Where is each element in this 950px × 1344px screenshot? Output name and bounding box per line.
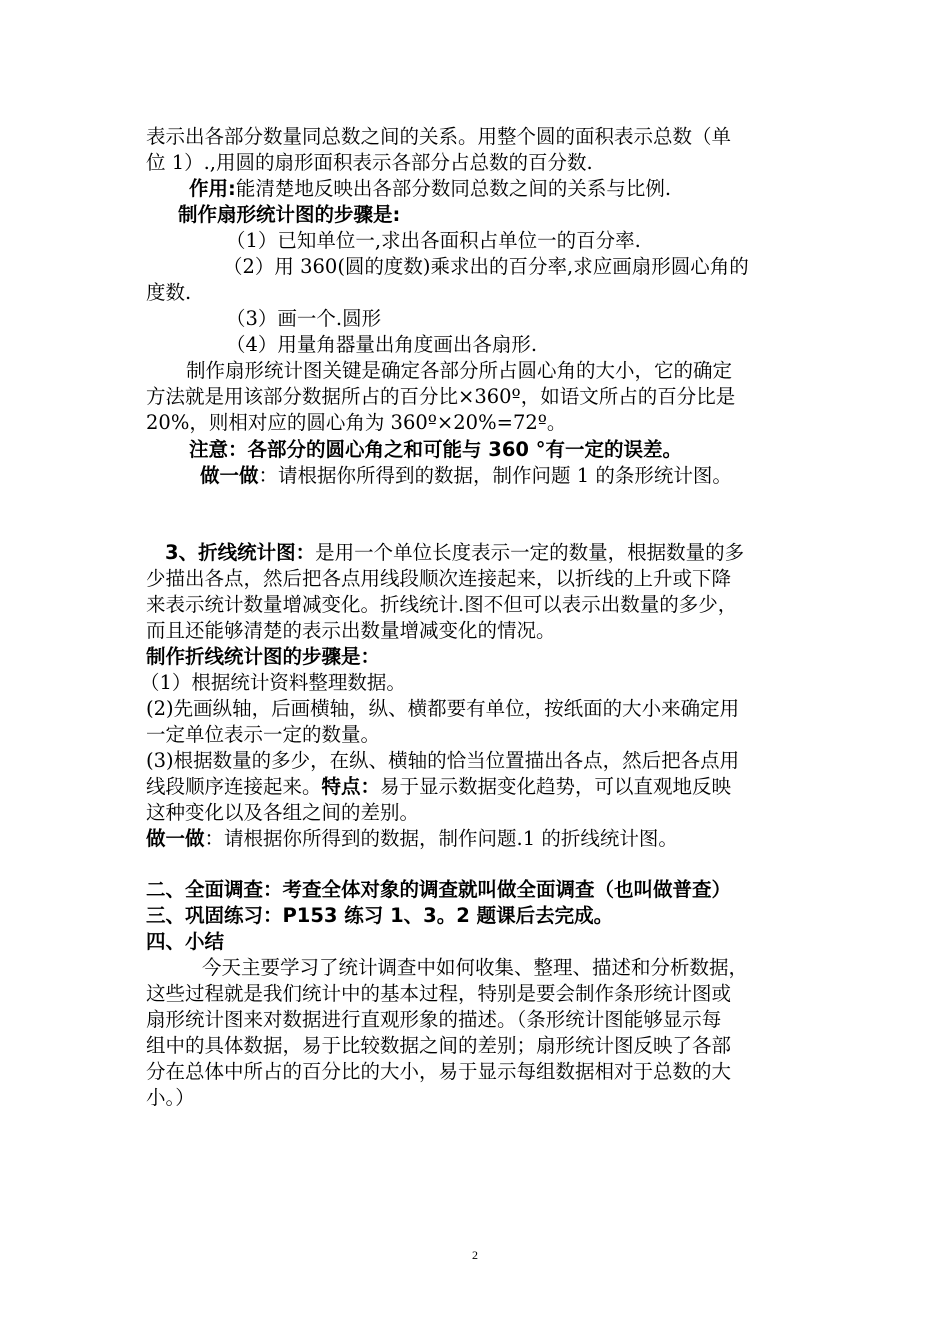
try-1-line: [200, 463, 868, 489]
line-step-3-line-1: (3)根据数量的多少，在纵、横轴的恰当位置描出各点，然后把各点用: [146, 749, 740, 772]
pie-step-2-line-2: 度数.: [146, 281, 192, 304]
line-steps-heading: 制作折线统计图的步骤是：: [146, 645, 381, 668]
line-step-1: （1）根据统计资料整理数据。: [140, 671, 406, 694]
key-point-line-2: 方法就是用该部分数据所占的百分比×360º，如语文所占的百分比是: [146, 385, 736, 408]
function-line: [189, 176, 857, 202]
intro-line-2: 位 1）.,用圆的扇形面积表示各部分占总数的百分数.: [146, 151, 593, 174]
line-chart-line-1: [165, 540, 833, 566]
try-2-label: 做一做: [146, 827, 205, 850]
pie-steps-heading: 制作扇形统计图的步骤是:: [178, 203, 401, 226]
key-point-line-3: 20%，则相对应的圆心角为 360º×20%=72º。: [146, 411, 567, 434]
key-point-line-1: 制作扇形统计图关键是确定各部分所占圆心角的大小，它的确定: [186, 359, 733, 382]
line-step-3-line-2: [146, 774, 814, 800]
summary-line-4: 组中的具体数据，易于比较数据之间的差别；扇形统计图反映了各部: [146, 1034, 732, 1057]
section-3-heading: 三、巩固练习：P153 练习 1、3。2 题课后去完成。: [146, 904, 614, 927]
summary-line-1: 今天主要学习了统计调查中如何收集、整理、描述和分析数据，: [202, 956, 749, 979]
feature-label: 特点：: [321, 775, 381, 798]
pie-step-1: （1）已知单位一,求出各面积占单位一的百分率.: [226, 229, 641, 252]
page-number: 2: [472, 1248, 478, 1262]
pie-step-4: （4）用量角器量出角度画出各扇形.: [226, 333, 538, 356]
try-1-label: 做一做: [200, 464, 259, 487]
line-step-3-line-3: 这种变化以及各组之间的差别。: [146, 801, 420, 824]
line-chart-line-3: 来表示统计数量增减变化。折线统计.图不但可以表示出数量的多少，: [146, 593, 738, 616]
function-text: 能清楚地反映出各部分数同总数之间的关系与比例.: [235, 177, 672, 200]
pie-step-3: （3）画一个.圆形: [226, 307, 382, 330]
line-step-2-line-2: 一定单位表示一定的数量。: [146, 723, 381, 746]
line-chart-line-2: 少描出各点，然后把各点用线段顺次连接起来，以折线的上升或下降: [146, 567, 732, 590]
summary-line-3: 扇形统计图来对数据进行直观形象的描述。（条形统计图能够显示每: [146, 1008, 722, 1031]
try-2-text: ：请根据你所得到的数据，制作问题.1 的折线统计图。: [204, 827, 678, 850]
summary-line-5: 分在总体中所占的百分比的大小，易于显示每组数据相对于总数的大: [146, 1060, 732, 1083]
summary-line-6: 小。）: [146, 1086, 195, 1109]
function-label: 作用:: [189, 177, 236, 200]
line-step-2-line-1: (2)先画纵轴，后画横轴，纵、横都要有单位，按纸面的大小来确定用: [146, 697, 740, 720]
summary-line-2: 这些过程就是我们统计中的基本过程，特别是要会制作条形统计图或: [146, 982, 732, 1005]
try-1-text: ：请根据你所得到的数据，制作问题 1 的条形统计图。: [258, 464, 732, 487]
note-line: 注意：各部分的圆心角之和可能与 360 °有一定的误差。: [189, 438, 683, 461]
intro-line-1: 表示出各部分数量同总数之间的关系。用整个圆的面积表示总数（单: [146, 125, 732, 148]
section-4-heading: 四、小结: [146, 930, 225, 953]
line-step-3-text-b: 易于显示数据变化趋势，可以直观地反映: [380, 775, 732, 798]
line-chart-label: 3、折线统计图：: [165, 541, 316, 564]
line-step-3-text-a: 线段顺序连接起来。: [146, 775, 322, 798]
try-2-line: [146, 826, 814, 852]
line-chart-text-1: 是用一个单位长度表示一定的数量，根据数量的多: [315, 541, 745, 564]
pie-step-2-line-1: （2）用 360(圆的度数)乘求出的百分率,求应画扇形圆心角的: [223, 255, 749, 278]
line-chart-line-4: 而且还能够清楚的表示出数量增减变化的情况。: [146, 619, 556, 642]
section-2-heading: 二、全面调查：考查全体对象的调查就叫做全面调查（也叫做普查）: [146, 878, 732, 901]
